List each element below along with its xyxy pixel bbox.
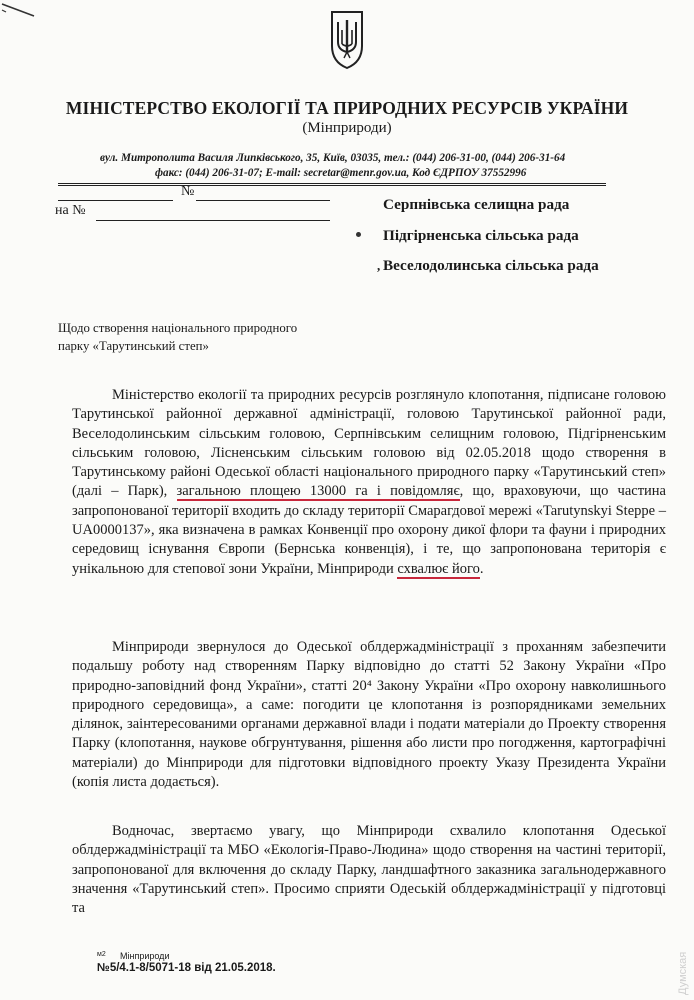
header-divider bbox=[58, 185, 606, 186]
body-paragraph: Мінприроди звернулося до Одеської облдержадміністрації з проханням забезпечити подальшу роботу над створенням Парку відповідно до статті 52 Закону України «Про природно-заповідний фонд України», статті 20⁴ Закону України «Про охорону навколишнього природного середовища», а саме: погодити це клопотання із розпорядниками земельних ділянок, заінтересованими органами державної влади і подати матеріали до Проекту створення Парку (клопотання, наукове обгрунтування, рішення або листи про погодження, картографічні матеріали) до Мінприроди для підготовки відповідного проекту Указу Президента України (копія листа додається). bbox=[72, 639, 666, 791]
handwritten-tick-icon: , bbox=[377, 258, 381, 273]
incoming-number-line bbox=[96, 220, 330, 221]
handwritten-dot-icon bbox=[356, 232, 361, 237]
header-divider bbox=[58, 183, 606, 184]
outgoing-date-line bbox=[58, 200, 173, 201]
pen-mark-icon bbox=[0, 0, 38, 20]
ministry-short-name: (Мінприроди) bbox=[302, 120, 392, 136]
outgoing-number-line bbox=[196, 200, 330, 201]
subject-line: Щодо створення національного природного bbox=[58, 321, 298, 335]
letter-subject bbox=[58, 319, 297, 355]
ministry-title: МІНІСТЕРСТВО ЕКОЛОГІЇ ТА ПРИРОДНИХ РЕСУРСІВ УКРАЇНИ bbox=[65, 98, 629, 118]
contacts-line: факс: (044) 206-31-07; E-mail: secretar@menr.gov.ua, Код ЄДРПОУ 37552996 bbox=[155, 167, 527, 179]
outgoing-number-mark: № bbox=[181, 184, 195, 199]
body-paragraph: Водночас, звертаємо увагу, що Мінприроди схвалило клопотання Одеської облдержадміністрації та МБО «Екологія-Право-Людина» щодо створення на частині території, запропонованої для включення до складу Парку, ландшафтного заказника загальнодержавного значення «Тарутинський степ». Просимо сприяти Одеській облдержадміністрації у підготовці та bbox=[72, 823, 666, 917]
footer-unit: Мінприроди bbox=[120, 951, 170, 961]
footer-mark: м2 bbox=[97, 951, 106, 958]
incoming-number-label: на № bbox=[55, 203, 86, 218]
highlighted-phrase: загальною площею 13000 га і повідомляє bbox=[176, 483, 460, 500]
address-line: вул. Митрополита Василя Липківського, 35, Київ, 03035, тел.: (044) 206-31-00, (044) 206-31-64 bbox=[100, 152, 566, 164]
addressee: Веселодолинська сільська рада bbox=[383, 257, 599, 274]
highlighted-phrase: схвалює його bbox=[397, 560, 480, 577]
body-paragraph: Міністерство екології та природних ресурсів розглянуло клопотання, підписане головою Тарутинської районної державної адміністрації, головою Тарутинської районної ради, Веселодолинським сільським головою, Серпнівським селищним головою, Підгірненським сільським головою, Лісненським сільським головою від 02.05.2018 щодо створення в Тарутинському районі Одеської області національного природного парку «Тарутинський степ» (далі – Парк), загальною площею 13000 га і повідомляє, що, враховуючи, що частина запропонованої території входить до складу території Смарагдової мережі «Tarutynskyi Steppe – UA0000137», яка визначена в рамках Конвенції про охорону дикої флори та фауни і природних середовищ існування Європи (Бернська конвенція), і те, що запропонована територія є унікальною для степової зони України, Мінприроди схвалює його. bbox=[72, 387, 666, 577]
coat-of-arms-icon bbox=[329, 8, 365, 72]
watermark: Думская bbox=[677, 951, 689, 995]
addressee: Серпнівська селищна рада bbox=[383, 196, 570, 213]
subject-line: парку «Тарутинський степ» bbox=[58, 339, 209, 353]
addressee: Підгірненська сільська рада bbox=[383, 227, 579, 244]
registration-number: №5/4.1-8/5071-18 від 21.05.2018. bbox=[97, 962, 276, 974]
